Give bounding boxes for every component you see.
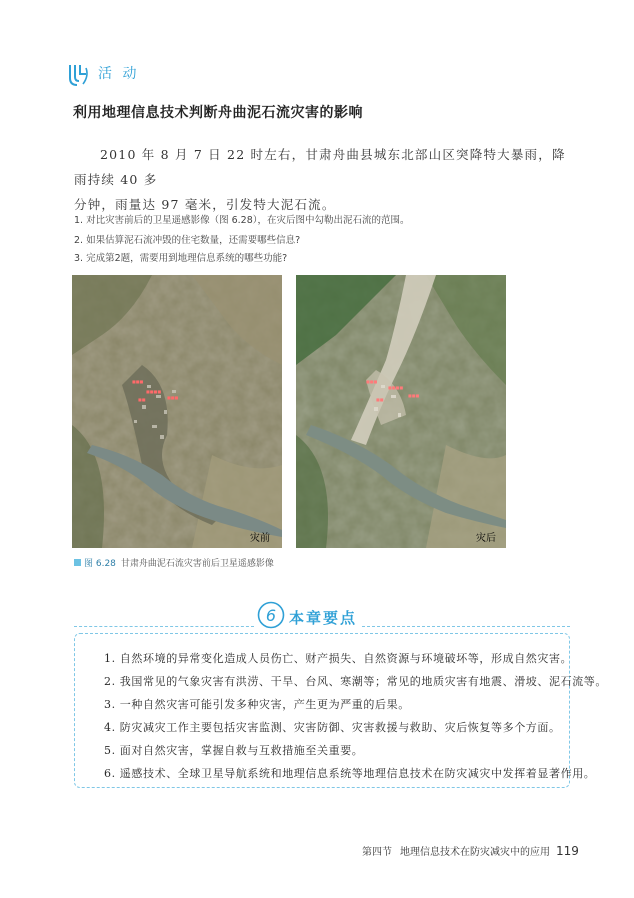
key-point-1: 1. 自然环境的异常变化造成人员伤亡、财产损失、自然资源与环境破坏等，形成自然灾害。 — [104, 652, 573, 665]
activity-label: 活 动 — [98, 66, 140, 82]
caption-marker — [74, 559, 81, 566]
after-label: 灾后 — [476, 533, 496, 544]
svg-text:■■■■: ■■■■ — [146, 389, 162, 394]
question-1: 1. 对比灾害前后的卫星遥感影像（图 6.28），在灾后图中勾勒出泥石流的范围。 — [74, 215, 410, 226]
key-point-2: 2. 我国常见的气象灾害有洪涝、干旱、台风、寒潮等；常见的地质灾害有地震、滑坡、泥石流等。 — [104, 675, 607, 688]
key-points-title: 本章要点 — [289, 609, 358, 627]
intro-line-2: 分钟，雨量达 97 毫米，引发特大泥石流。 — [74, 197, 336, 212]
svg-text:■■■: ■■■ — [167, 395, 179, 400]
figure-caption-text: 甘肃舟曲泥石流灾害前后卫星遥感影像 — [120, 559, 274, 569]
satellite-image-after — [296, 275, 506, 548]
intro-line-1: 2010 年 8 月 7 日 22 时左右，甘肃舟曲县城东北部山区突降特大暴雨，降雨持续 40 多 — [74, 147, 566, 187]
chapter-number-badge — [256, 600, 286, 630]
key-points-divider-left — [74, 626, 254, 627]
question-3: 3. 完成第2题，需要用到地理信息系统的哪些功能? — [74, 253, 288, 264]
activity-icon — [66, 62, 92, 88]
key-point-6: 6. 遥感技术、全球卫星导航系统和地理信息系统等地理信息技术在防灾减灾中发挥着显著作用。 — [104, 767, 596, 780]
intro-paragraph — [74, 142, 574, 217]
key-point-3: 3. 一种自然灾害可能引发多种灾害，产生更为严重的后果。 — [104, 698, 410, 711]
svg-text:■■■: ■■■ — [408, 393, 420, 398]
key-point-5: 5. 面对自然灾害，掌握自救与互救措施至关重要。 — [104, 744, 364, 757]
svg-text:■■■: ■■■ — [132, 379, 144, 384]
figure-caption — [74, 556, 274, 569]
activity-title: 利用地理信息技术判断舟曲泥石流灾害的影响 — [73, 105, 363, 121]
footer-section: 第四节 — [362, 847, 392, 858]
before-label: 灾前 — [250, 533, 270, 544]
svg-text:■■: ■■ — [138, 397, 146, 402]
page-number: 119 — [556, 844, 579, 858]
footer-section-title: 地理信息技术在防灾减灾中的应用 — [400, 847, 550, 858]
chapter-number: 6 — [265, 606, 277, 625]
svg-text:■■: ■■ — [376, 397, 384, 402]
svg-text:■■■■: ■■■■ — [388, 385, 404, 390]
svg-text:■■■: ■■■ — [366, 379, 378, 384]
figure-number: 图 6.28 — [84, 559, 116, 569]
key-point-4: 4. 防灾减灾工作主要包括灾害监测、灾害防御、灾害救援与救助、灾后恢复等多个方面。 — [104, 721, 561, 734]
page-footer — [362, 843, 579, 858]
satellite-image-before — [72, 275, 282, 548]
key-points-divider-right — [362, 626, 570, 627]
question-2: 2. 如果估算泥石流冲毁的住宅数量，还需要哪些信息? — [74, 235, 301, 246]
